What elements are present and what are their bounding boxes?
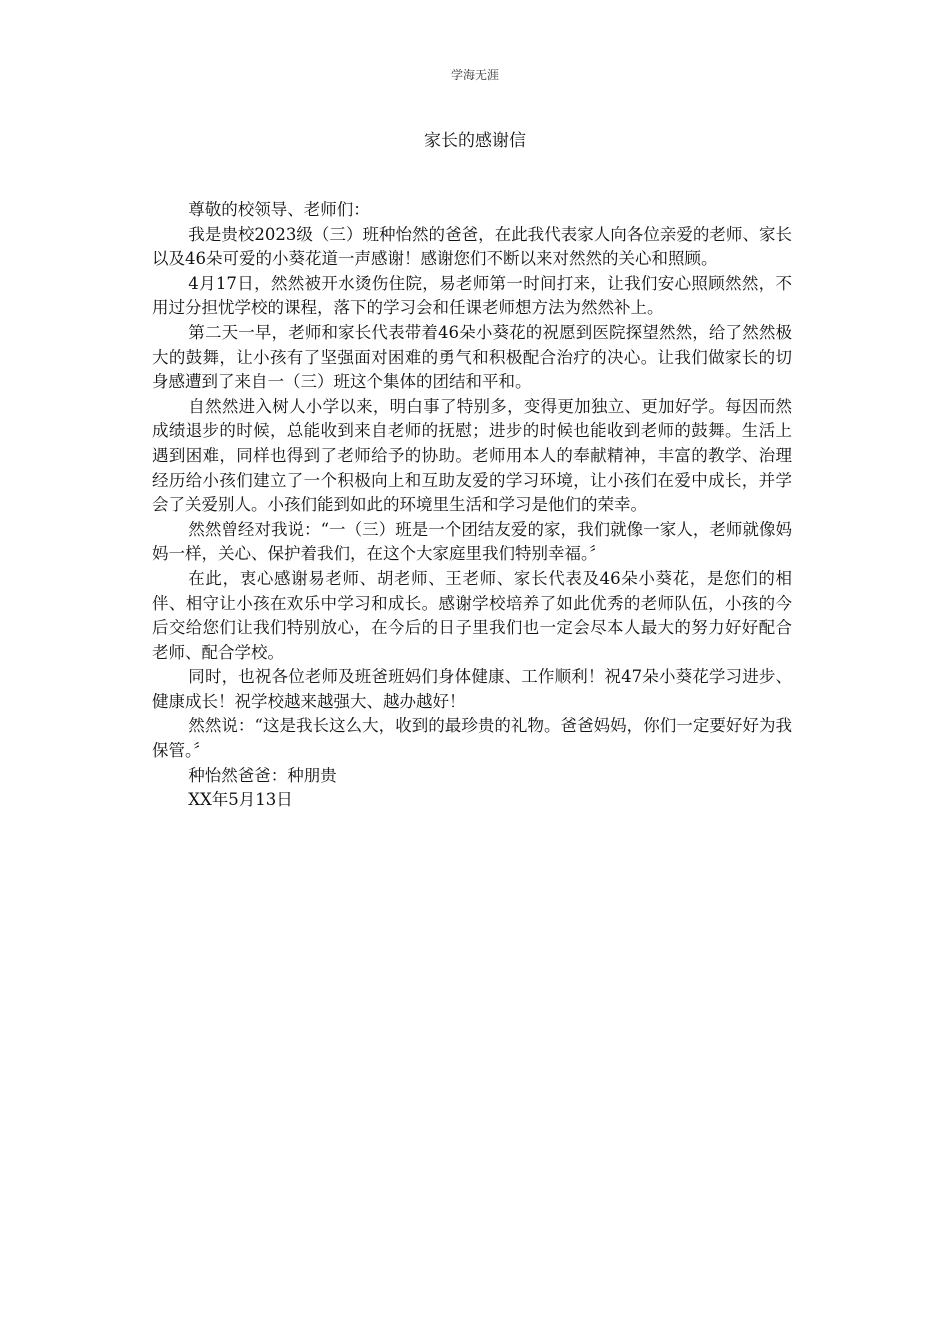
letter-title: 家长的感谢信 xyxy=(424,131,526,151)
paragraph: 我是贵校2023级（三）班种怡然的爸爸，在此我代表家人向各位亲爱的老师、家长以及46朵可爱的小葵花道一声感谢！感谢您们不断以来对然然的关心和照顾。 xyxy=(152,224,792,269)
paragraph: 自然然进入树人小学以来，明白事了特别多，变得更加独立、更加好学。每因而然成绩退步的时候，总能收到来自老师的抚慰；进步的时候也能收到老师的鼓舞。生活上遇到困难，同样也得到了老师给予的协助。老师用本人的奉献精神，丰富的教学、治理经历给小孩们建立了一个积极向上和互助友爱的学习环境，让小孩们在爱中成长，并学会了关爱别人。小孩们能到如此的环境里生活和学习是他们的荣幸。 xyxy=(152,396,792,515)
paragraph: 第二天一早，老师和家长代表带着46朵小葵花的祝愿到医院探望然然，给了然然极大的鼓舞，让小孩有了坚强面对困难的勇气和积极配合治疗的决心。让我们做家长的切身感遭到了来自一（三）班这个集体的团结和平和。 xyxy=(152,322,792,392)
letter-body xyxy=(152,198,792,813)
paragraph: 4月17日，然然被开水烫伤住院，易老师第一时间打来，让我们安心照顾然然，不用过分担忧学校的课程，落下的学习会和任课老师想方法为然然补上。 xyxy=(152,273,792,318)
paragraph: 然然曾经对我说：“一（三）班是一个团结友爱的家，我们就像一家人，老师就像妈妈一样，关心、保护着我们，在这个大家庭里我们特别幸福。〞 xyxy=(152,519,792,564)
paragraph: 然然说：“这是我长这么大，收到的最珍贵的礼物。爸爸妈妈，你们一定要好好为我保管。〞 xyxy=(152,716,792,761)
date: XX年5月13日 xyxy=(188,790,293,810)
signature: 种怡然爸爸：种朋贵 xyxy=(188,765,337,785)
page-header: 学海无涯 xyxy=(450,68,499,82)
salutation: 尊敬的校领导、老师们： xyxy=(188,200,370,219)
paragraph: 同时，也祝各位老师及班爸班妈们身体健康、工作顺利！祝47朵小葵花学习进步、健康成长！祝学校越来越强大、越办越好！ xyxy=(152,667,792,711)
paragraph: 在此，衷心感谢易老师、胡老师、王老师、家长代表及46朵小葵花，是您们的相伴、相守让小孩在欢乐中学习和成长。感谢学校培养了如此优秀的老师队伍，小孩的今后交给您们让我们特别放心，在今后的日子里我们也一定会尽本人最大的努力好好配合老师、配合学校。 xyxy=(152,568,792,662)
